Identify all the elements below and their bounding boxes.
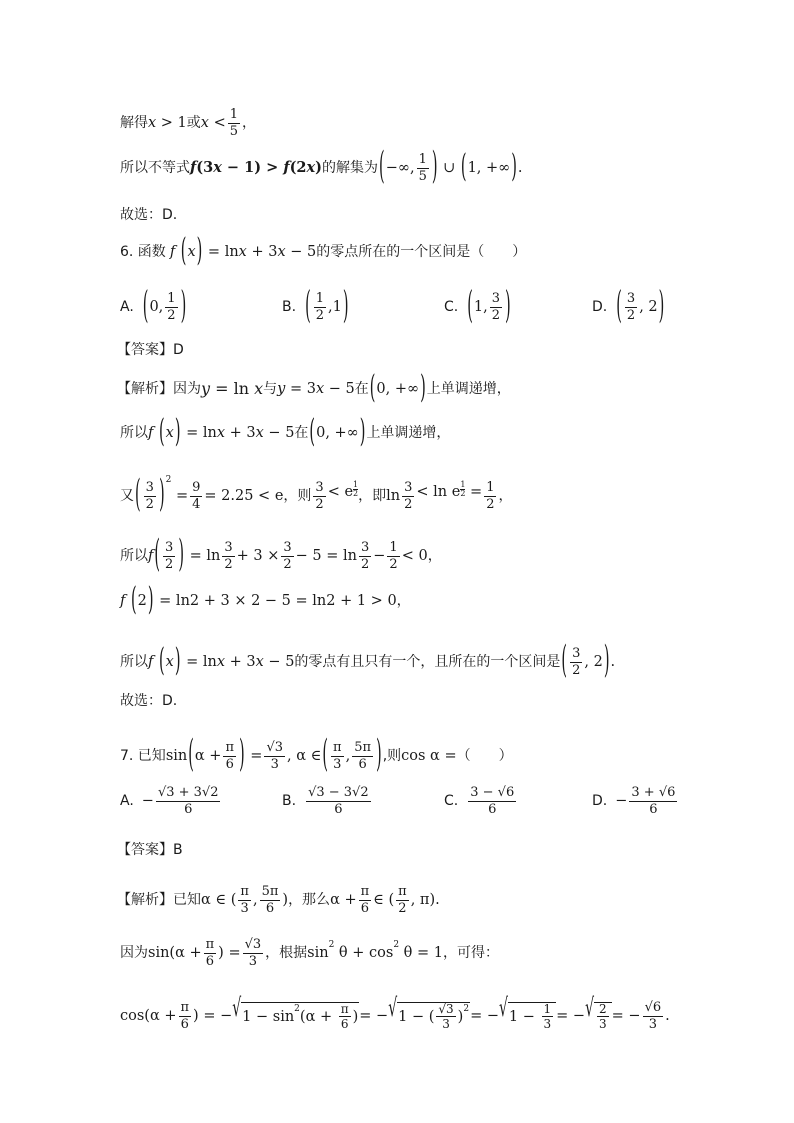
option-label: B. — [282, 299, 297, 316]
analysis-6-line-2: 所以 f (x) = lnx + 3x − 5 在 (0, +∞) 上单调递增， — [120, 415, 451, 451]
text: ,则 — [382, 748, 402, 765]
text: （ ） — [456, 748, 513, 765]
analysis-6-line-3: 又 ( $\frac{3}{2}$ )$^2$ = $\frac{9}{4}$ = 2.25 < e ，则 $\frac{3}{2}$ < e $\frac{1}{2}$ ，即 ln $\frac{3}{2}$ < ln e $\frac{1}{2}$ = $\frac{1}{2}$ ， — [120, 474, 513, 517]
text: 上单调递增， — [426, 381, 511, 397]
answer-6 — [117, 343, 184, 357]
text: 所以不等式 — [120, 160, 190, 177]
text: 在 — [354, 381, 369, 397]
text: 【解析】 — [117, 892, 173, 909]
text: ，可得： — [442, 945, 499, 962]
text: ，则 — [283, 488, 312, 505]
text: 因为 — [173, 381, 201, 397]
solution-line-2: 所以不等式 f(3x − 1) > f(2x) 的解集为 (−∞, $\frac{1}{5}$ ) ∪ (1, +∞). — [120, 146, 523, 189]
question-6: 6. 函数 f (x) = lnx + 3x − 5 的零点所在的一个区间是（ ） — [120, 234, 527, 270]
text: 的解集为 — [322, 160, 379, 177]
analysis-7-line-1: 【解析】 已知 α ∈ ( $\frac{\pi}{3}$ , $\frac{5\pi}{6}$ ) ，那么 α + $\frac{\pi}{6}$ ∈ ( $\frac{\pi}{2}$ , π). — [117, 884, 440, 916]
text: 所以 — [120, 548, 148, 565]
q7-option-c: C. $\frac{3 - √6}{6}$ — [444, 785, 515, 817]
text: 故选：D. — [120, 693, 178, 709]
option-label: B. — [282, 793, 297, 810]
text: 又 — [120, 488, 134, 505]
text: 所以 — [120, 425, 148, 442]
q7-option-d: D. − $\frac{3 + √6}{6}$ — [592, 785, 676, 817]
text: 【答案】D — [117, 342, 184, 358]
analysis-6-line-4: 所以 f( $\frac{3}{2}$ ) = ln $\frac{3}{2}$ + 3 × $\frac{3}{2}$ − 5 = ln $\frac{3}{2}$ − $\frac{1}{2}$ < 0 ， — [120, 534, 442, 577]
q7-option-b: B. $\frac{√3 - 3√2}{6}$ — [282, 785, 369, 817]
choose-line-1 — [120, 208, 177, 222]
text: 6. 函数 — [120, 244, 166, 261]
question-7: 7. 已知 sin(α + $\frac{\pi}{6}$ ) = $\frac{√3}{3}$ , α ∈( $\frac{\pi}{3}$ , $\frac{5\pi}{6}$ ) ,则 cos α = （ ） — [120, 734, 513, 777]
q6-option-a: A. (0, $\frac{1}{2}$ ) — [120, 286, 187, 328]
option-label: C. — [444, 793, 459, 810]
q6-option-b: B. ( $\frac{1}{2}$ ,1) — [282, 286, 349, 328]
text: 【解析】 — [117, 381, 173, 397]
text: ，根据 — [265, 945, 308, 962]
option-label: C. — [444, 299, 459, 316]
text: ，那么 — [288, 892, 331, 909]
q6-option-c: C. (1, $\frac{3}{2}$ ) — [444, 286, 511, 328]
analysis-6-line-5: f (2) = ln2 + 3 × 2 − 5 = ln2 + 1 > 0 ， — [120, 583, 411, 619]
option-label: D. — [592, 793, 608, 810]
solution-line-1: 解得 x > 1 或 x < $\frac{1}{5}$ ， — [120, 107, 257, 139]
text: 已知 — [173, 892, 201, 909]
analysis-6-line-6: 所以 f (x) = lnx + 3x − 5 的零点有且只有一个，且所在的一个区间是 ( $\frac{3}{2}$ , 2). — [120, 640, 616, 683]
text: 的零点有且只有一个，且所在的一个区间是 — [294, 654, 561, 671]
analysis-7-line-2: 因为 sin(α + $\frac{\pi}{6}$ ) = $\frac{√3}{3}$ ，根据 $\sin^2 \theta + \cos^2 \theta = 1$ ，可得： — [120, 937, 499, 969]
text: 上单调递增， — [366, 425, 451, 442]
choose-line-2 — [120, 694, 177, 708]
fraction: $\frac{1}{5}$ — [229, 107, 239, 139]
answer-7 — [117, 843, 183, 857]
fraction: $\frac{1}{5}$ — [418, 152, 427, 184]
text: ，即 — [358, 488, 387, 505]
text: 故选：D. — [120, 207, 178, 223]
text: 因为 — [120, 945, 148, 962]
text: 在 — [294, 425, 309, 442]
text: 【答案】B — [117, 842, 183, 858]
q6-option-d: D. ( $\frac{3}{2}$ , 2) — [592, 286, 665, 328]
text: 解得 — [120, 115, 148, 132]
option-label: A. — [120, 793, 134, 810]
text: 所以 — [120, 654, 148, 671]
q7-option-a: A. − $\frac{√3 + 3√2}{6}$ — [120, 785, 219, 817]
text: 7. 已知 — [120, 748, 166, 765]
option-label: A. — [120, 299, 134, 316]
text: 的零点所在的一个区间是（ ） — [316, 244, 527, 261]
analysis-7-line-3: cos(α + $\frac{\pi}{6}$ ) = − √ $1 - \sin^2(\alpha$ + $\frac{\pi}{6}$ ) = − √ 1 − ( $\frac{√3}{3}$ )$^2$ = − √ 1 − $\frac{1}{3}$ = − √ $\frac{2}{3}$ = − $\frac{√6}{3}$ . — [120, 994, 670, 1032]
analysis-6-line-1: 【解析】 因为 y = ln x 与 y = 3x − 5 在 (0, +∞) 上单调递增， — [117, 370, 511, 407]
option-label: D. — [592, 299, 608, 316]
text: 或 — [186, 115, 201, 132]
text: 与 — [263, 381, 278, 397]
